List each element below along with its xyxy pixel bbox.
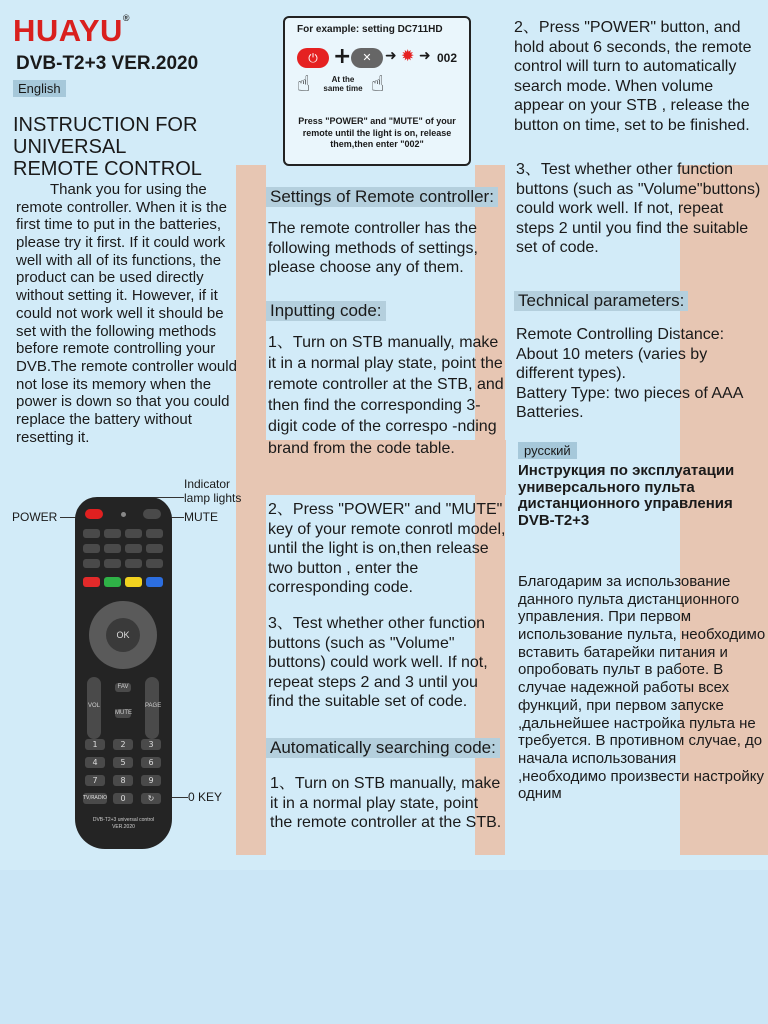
brand-mark: ®	[122, 13, 131, 23]
mute-label: MUTE	[184, 510, 218, 524]
remote-model-text: DVB-T2+3 universal control VER.2020	[92, 817, 155, 830]
mute-button	[143, 509, 161, 519]
language-badge-en: English	[13, 80, 66, 97]
digit-key: 7	[85, 775, 105, 786]
same-time-label: At the same time	[323, 75, 363, 93]
power-button	[85, 509, 103, 519]
func-button	[104, 559, 121, 568]
model-name: DVB-T2+3 VER.2020	[16, 53, 199, 74]
func-button	[83, 544, 100, 553]
bottom-background	[0, 870, 768, 1024]
func-button	[146, 529, 163, 538]
indicator-lamp	[121, 512, 126, 517]
technical-body: Remote Controlling Distance: About 10 meters (varies by different types). Battery Type: two pieces of AAA Batteries.	[516, 326, 743, 422]
digit-key: 8	[113, 775, 133, 786]
func-button	[83, 559, 100, 568]
func-button	[146, 559, 163, 568]
tvradio-button: TV/RADIO	[83, 793, 107, 804]
hand-icon: ☝	[297, 72, 311, 97]
func-button	[125, 544, 142, 553]
ru-title: Инструкция по эксплуатации универсального пульта дистанционного управления DVB-T2+3	[518, 462, 735, 529]
auto-search-heading: Automatically searching code:	[266, 738, 500, 758]
func-button	[125, 559, 142, 568]
arrow-icon: ➜	[419, 48, 431, 64]
ok-button: OK	[106, 618, 140, 652]
input-step-3: 3、Test whether other function buttons (such as "Volume" buttons) could work well. If not, repeat steps 2 and 3 until you find the suitable set of code.	[268, 615, 488, 711]
zero-key: 0	[113, 793, 133, 804]
zero-key-label: 0 KEY	[188, 790, 223, 804]
digit-key: 2	[113, 739, 133, 750]
back-button: ↻	[141, 793, 161, 804]
settings-heading: Settings of Remote controller:	[266, 187, 498, 207]
hand-icon: ☝	[371, 72, 385, 97]
input-step-1: 1、Turn on STB manually, make it in a normal play state, point the remote controller at the STB, and then find the corresponding 3-digit code of the correspo -nding brand from the code table.	[268, 334, 504, 457]
yellow-button	[125, 577, 142, 587]
mute-small-label: MUTE	[115, 710, 132, 716]
digit-key: 6	[141, 757, 161, 768]
brand-logo	[13, 13, 130, 49]
settings-intro: The remote controller has the following methods of settings, please choose any of them.	[268, 220, 478, 277]
auto-step-1: 1、Turn on STB manually, make it in a normal play state, point the remote controller at the STB.	[270, 775, 502, 832]
inputting-code-heading: Inputting code:	[266, 301, 386, 321]
example-code: 002	[437, 51, 458, 65]
func-button	[83, 529, 100, 538]
arrow-icon: ➜	[385, 48, 397, 64]
func-button	[146, 544, 163, 553]
func-button	[104, 529, 121, 538]
page-label: PAGE	[145, 703, 162, 709]
digit-key: 5	[113, 757, 133, 768]
input-step-2: 2、Press "POWER" and "MUTE" key of your remote conrotl model, until the light is on,then release two button , enter the corresponding code.	[268, 501, 506, 597]
digit-key: 4	[85, 757, 105, 768]
language-badge-ru: русский	[518, 442, 577, 459]
remote-control-image	[75, 497, 172, 849]
indicator-label: Indicator lamp lights	[184, 477, 242, 505]
func-button	[125, 529, 142, 538]
light-icon: ✹	[401, 46, 415, 65]
example-box	[283, 16, 471, 166]
digit-key: 3	[141, 739, 161, 750]
func-button	[104, 544, 121, 553]
fav-label: FAV	[117, 684, 129, 690]
brand-name: HUAYU	[13, 13, 123, 48]
plus-icon: +	[333, 44, 352, 69]
example-heading: For example: setting DC711HD	[297, 24, 443, 35]
auto-step-2: 2、Press "POWER" button, and hold about 6 seconds, the remote control will turn to automatically search mode. When volume appear on your STB , release the button on time, set to be finished.	[514, 19, 752, 134]
digit-key: 9	[141, 775, 161, 786]
technical-heading: Technical parameters:	[514, 291, 688, 311]
mute-key-icon: ✕	[351, 48, 383, 68]
power-key-icon: ⏻	[297, 48, 329, 68]
ru-body: Благодарим за использование данного пульта дистанционного управления. При первом использование пульта, необходимо вставить батарейки питания и опробовать пульт в работе. В случае надежной работы всех функций, при первом запуске ,дальнейшее настройка пульта не требуется. В противном случае, до начала использования ,необходимо произвести настройку одним	[518, 573, 766, 803]
digit-key: 1	[85, 739, 105, 750]
blue-button	[146, 577, 163, 587]
green-button	[104, 577, 121, 587]
auto-step-3: 3、Test whether other function buttons (such as "Volume"buttons) could work well. If not, repeat steps 2 until you find the suitable set of code.	[516, 161, 761, 257]
red-button	[83, 577, 100, 587]
power-label: POWER	[12, 510, 58, 524]
vol-label: VOL	[87, 703, 100, 709]
example-note: Press "POWER" and "MUTE" of your remote until the light is on, release them,then enter "002"	[298, 116, 456, 150]
intro-text: Thank you for using the remote controller. When it is the first time to put in the batteries, please try it first. If it could work well with all of its functions, the product can be used directly without setting it. However, if it could not work well it should be set with the following methods before remote controlling your DVB.The remote controller would not lose its memory when the power is down so that you could replace the battery without resetting it.	[16, 181, 237, 446]
page-title: INSTRUCTION FOR UNIVERSAL REMOTE CONTROL	[13, 114, 202, 180]
